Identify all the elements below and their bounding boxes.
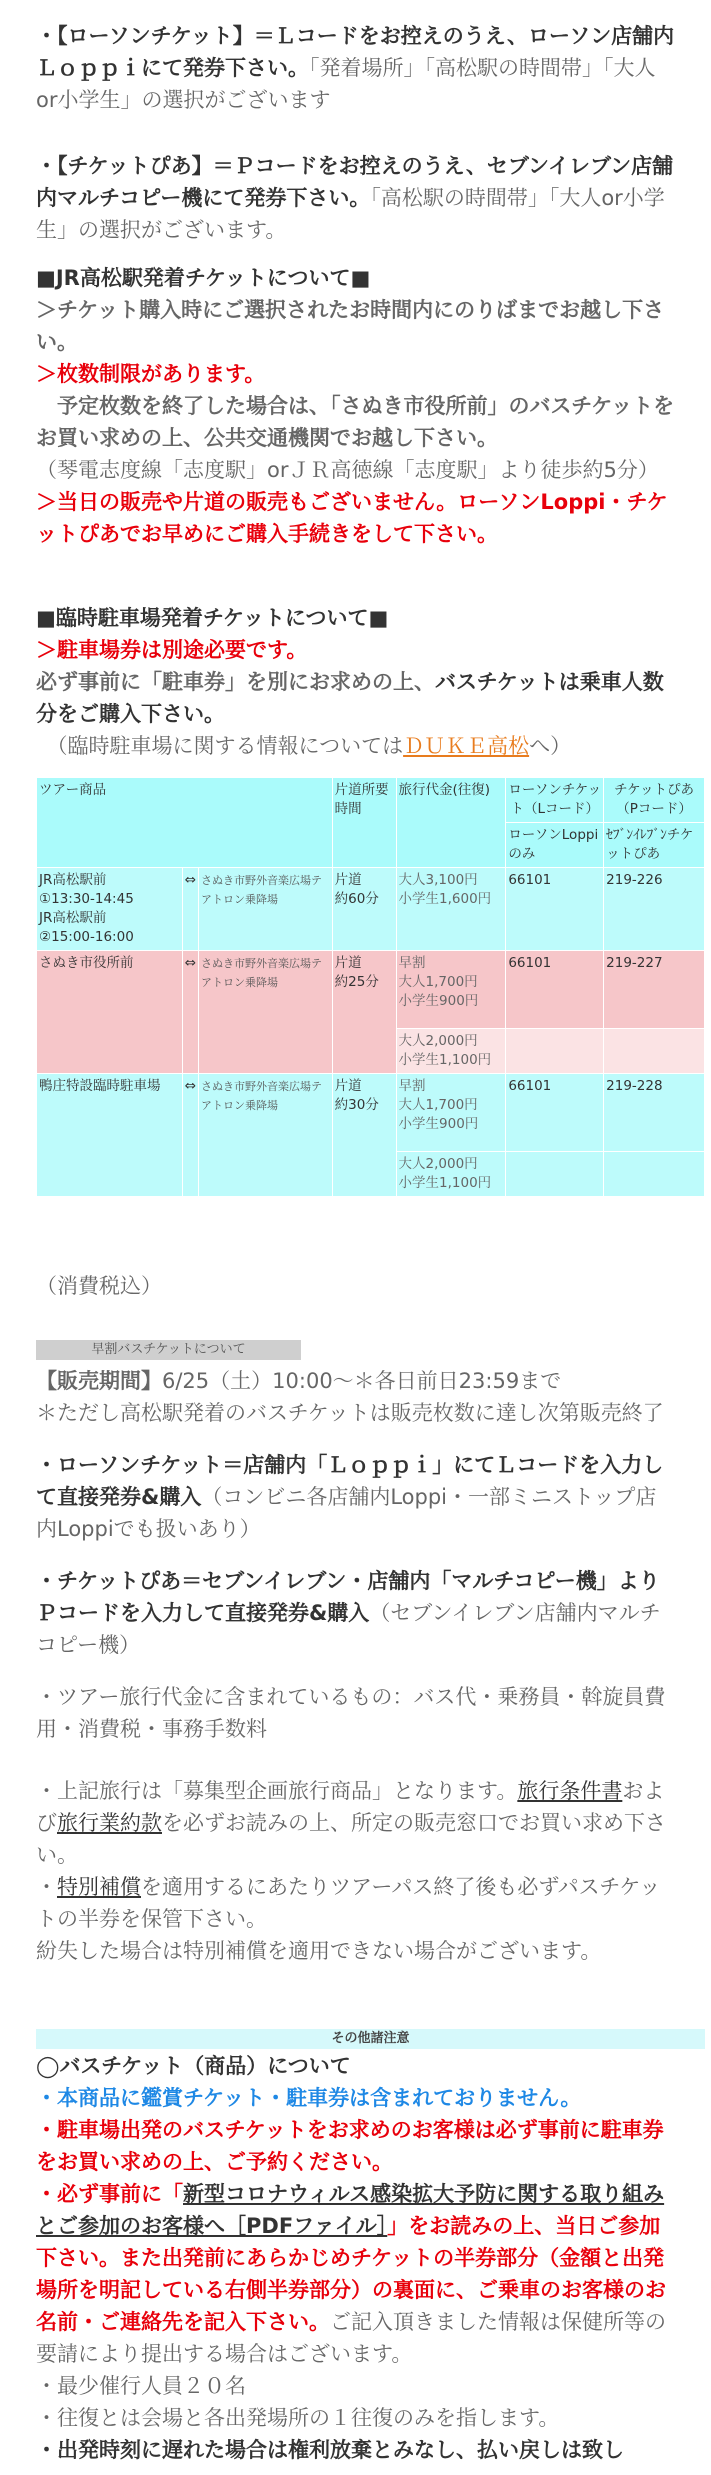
travel-time [332,1074,396,1197]
parking-line2b: バスチケットは乗車人数分をご購入下さい。 [36,670,664,726]
round-trip-arrow-icon: ⇔ [182,868,198,951]
pia-instructions [36,150,676,246]
notice-covid-a: ・必ず事前に「 [36,2182,183,2206]
header-pia: チケットぴあ（Pコード） [604,778,705,823]
price [396,868,506,951]
other-notes-header: その他諸注意 [36,2029,705,2049]
price-early [396,951,506,1029]
tour-table [36,777,705,1197]
lawson-code: 66101 [506,868,604,951]
pia-code-empty [604,1152,705,1197]
sales-period-label: 【販売期間】 [36,1369,162,1393]
early-pia-normal: （セブンイレブン店舗内マルチコピー機） [36,1601,661,1657]
price-child: 小学生900円 [398,993,479,1009]
header-lawson: ローソンチケット（Lコード） [506,778,604,823]
header-time: 片道所要時間 [332,778,396,868]
price-regular [396,1152,506,1197]
parking-section-heading: ■臨時駐車場発着チケットについて■ [36,606,389,630]
departure-time: ①13:30-14:45 [39,891,134,907]
round-trip-note: ・往復とは会場と各出発場所の１往復のみを指します。 [36,2406,560,2430]
tax-note: （消費税込） [36,1274,162,1298]
price-child: 小学生1,600円 [398,891,492,907]
round-trip-arrow-icon: ⇔ [182,1074,198,1197]
price-child: 小学生1,100円 [398,1175,492,1191]
early-bird-section [36,1365,676,1967]
pia-code: 219-227 [604,951,705,1029]
table-row [37,951,705,1029]
destination: さぬき市野外音楽広場テアトロン乗降場 [199,951,333,1074]
included-items: ・ツアー旅行代金に含まれているもの：バス代・乗務員・斡旋員費用・消費税・事務手数料 [36,1685,666,1741]
early-bird-header: 早割バスチケットについて [36,1340,301,1360]
pia-code: 219-228 [604,1074,705,1152]
pia-instructions-normal: 「高松駅の時間帯」「大人or小学生」の選択がございます。 [36,186,665,242]
late-note: ・出発時刻に遅れた場合は権利放棄とみなし、払い戻しは致し [36,2438,624,2462]
early-label: 早割 [398,955,426,971]
lawson-code-empty [506,1029,604,1074]
other-notes-section [36,2050,676,2466]
price-early [396,1074,506,1152]
lawson-code: 66101 [506,951,604,1029]
table-row [37,1074,705,1152]
departure-time: ②15:00-16:00 [39,929,134,945]
jr-section [36,262,676,550]
compensation-note: 紛失した場合は特別補償を適用できない場合がございます。 [36,1939,602,1963]
price-child: 小学生1,100円 [398,1052,492,1068]
parking-line2a: 必ず事前に「駐車券」を別にお求めの上、 [36,670,435,694]
lawson-code: 66101 [506,1074,604,1152]
price-adult: 大人2,000円 [398,1156,478,1172]
notice-blue: ・本商品に鑑賞チケット・駐車券は含まれておりません。 [36,2086,582,2110]
jr-line5: ＞当日の販売や片道の販売もございません。ローソンLoppi・チケットぴあでお早めにご購入手続きをして下さい。 [36,490,668,546]
price-adult: 大人3,100円 [398,872,478,888]
lawson-instructions-normal: 「発着場所」「高松駅の時間帯」「大人or小学生」の選択がございます [36,56,656,112]
bus-ticket-title: ◯バスチケット（商品）について [36,2054,351,2078]
parking-line3a: （臨時駐車場に関する情報については [36,734,404,758]
early-lawson-bold: ・ローソンチケット＝店舗内「Ｌｏｐｐｉ」にてＬコードを入力して直接発券&購入 [36,1453,664,1509]
travel-time-oneway: 片道 [334,955,362,971]
price-regular [396,1029,506,1074]
travel-time-value: 約60分 [334,891,379,907]
lawson-code-empty [506,1152,604,1197]
pia-code-empty [604,1029,705,1074]
price-adult: 大人1,700円 [398,1097,478,1113]
compensation-text-a: ・ [36,1875,57,1899]
travel-time [332,868,396,951]
early-pia-bold: ・チケットぴあ＝セブンイレブン・店舗内「マルチコピー機」よりＰコードを入力して直接発券&購入 [36,1569,660,1625]
jr-line2: ＞枚数制限があります。 [36,362,266,386]
covid-pdf-link[interactable]: 新型コロナウィルス感染拡大予防に関する取り組みとご参加のお客様へ［PDFファイル］ [36,2182,665,2238]
header-pia-sub: ｾﾌﾞﾝｲﾚﾌﾞﾝチケットぴあ [604,823,705,868]
travel-conditions-link[interactable]: 旅行条件書 [517,1779,623,1803]
pia-instructions-bold: ・【チケットぴあ】＝Ｐコードをお控えのうえ、セブンイレブン店舗内マルチコピー機にて発券下さい。 [36,154,674,210]
departure-place: JR高松駅前 [39,872,107,888]
departure-place: JR高松駅前 [39,910,107,926]
sales-note: ＊ただし高松駅発着のバスチケットは販売枚数に達し次第販売終了 [36,1401,664,1425]
travel-time-oneway: 片道 [334,872,362,888]
pia-code: 219-226 [604,868,705,951]
notice-covid-gray: ご記入頂きました情報は保健所等の要請により提出する場合はございます。 [36,2310,666,2366]
table-row [37,868,705,951]
notice-covid-b: 」をお読みの上、当日ご参加下さい。また出発前にあらかじめチケットの半券部分（金額と出発場所を明記している右側半券部分）の裏面に、ご乗車のお客様のお名前・ご連絡先を記入下さい。 [36,2214,666,2334]
duke-takamatsu-link[interactable]: ＤＵＫＥ高松 [403,734,530,758]
lawson-instructions [36,20,676,116]
early-label: 早割 [398,1078,426,1094]
compensation-text-b: を適用するにあたりツアーパス終了後も必ずパスチケットの半券を保管下さい。 [36,1875,661,1931]
special-compensation-link[interactable]: 特別補償 [57,1875,141,1899]
destination: さぬき市野外音楽広場テアトロン乗降場 [199,1074,333,1197]
jr-section-heading: ■JR高松駅発着チケットについて■ [36,266,371,290]
price-adult: 大人1,700円 [398,974,478,990]
parking-line3b: へ） [529,734,572,758]
travel-time [332,951,396,1074]
notice-parking: ・駐車場出発のバスチケットをお求めのお客様は必ず事前に駐車券をお買い求めの上、ご予約ください。 [36,2118,664,2174]
terms-text-a: ・上記旅行は「募集型企画旅行商品」となります。 [36,1779,518,1803]
table-header-row [37,778,705,823]
jr-line4: （琴電志度線「志度駅」orＪＲ高徳線「志度駅」より徒歩約5分） [36,458,659,482]
early-lawson-normal: （コンビニ各店舗内Loppi・一部ミニストップ店内Loppiでも扱いあり） [36,1485,657,1541]
travel-time-value: 約30分 [334,1097,379,1113]
terms-text-c: を必ずお読みの上、所定の販売窓口でお買い求め下さい。 [36,1811,666,1867]
round-trip-arrow-icon: ⇔ [182,951,198,1074]
jr-line1: ＞チケット購入時にご選択されたお時間内にのりばまでお越し下さい。 [36,298,665,354]
parking-line1: ＞駐車場券は別途必要です。 [36,638,308,662]
row-departure: 鴨庄特設臨時駐車場 [37,1074,183,1197]
row-departure [37,868,183,951]
parking-section [36,602,676,762]
header-product: ツアー商品 [37,778,333,868]
destination: さぬき市野外音楽広場テアトロン乗降場 [199,868,333,951]
header-price: 旅行代金(往復) [396,778,506,868]
row-departure: さぬき市役所前 [37,951,183,1074]
travel-agreement-link[interactable]: 旅行業約款 [57,1811,162,1835]
sales-period: 6/25（土）10:00〜＊各日前日23:59まで [162,1369,562,1393]
travel-time-value: 約25分 [334,974,379,990]
price-adult: 大人2,000円 [398,1033,478,1049]
price-child: 小学生900円 [398,1116,479,1132]
min-participants: ・最少催行人員２０名 [36,2374,246,2398]
terms-text-b: および [36,1779,665,1835]
header-lawson-sub: ローソンLoppiのみ [506,823,604,868]
lawson-instructions-bold: ・【ローソンチケット】＝Ｌコードをお控えのうえ、ローソン店舗内Ｌｏｐｐｉにて発券下さい。 [36,24,675,80]
travel-time-oneway: 片道 [334,1078,362,1094]
tour-table-wrap [36,777,705,1197]
jr-line3: 予定枚数を終了した場合は、「さぬき市役所前」のバスチケットをお買い求めの上、公共交通機関でお越し下さい。 [36,394,675,450]
